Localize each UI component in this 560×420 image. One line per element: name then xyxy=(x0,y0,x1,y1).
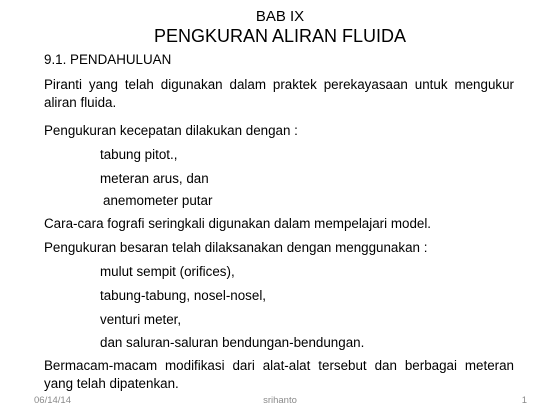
discharge-item: tabung-tabung, nosel-nosel, xyxy=(100,288,267,303)
discharge-intro: Pengukuran besaran telah dilaksanakan dengan menggunakan : xyxy=(44,240,428,255)
velocity-item: anemometer putar xyxy=(103,193,213,208)
velocity-item: meteran arus, dan xyxy=(100,171,209,186)
discharge-item: mulut sempit (orifices), xyxy=(100,264,235,279)
closing-paragraph: Bermacam-macam modifikasi dari alat-alat tersebut dan berbagai meteran yang telah dipatenkan. xyxy=(44,358,514,391)
page-number: 1 xyxy=(521,395,527,406)
discharge-item: dan saluran-saluran bendungan-bendungan. xyxy=(100,335,365,350)
footer-author: srihanto xyxy=(263,395,297,406)
velocity-intro: Pengukuran kecepatan dilakukan dengan : xyxy=(44,123,298,138)
slide-title: PENGKURAN ALIRAN FLUIDA xyxy=(153,26,407,46)
photography-paragraph: Cara-cara fografi seringkali digunakan dalam mempelajari model. xyxy=(44,216,432,231)
discharge-item: venturi meter, xyxy=(100,312,182,327)
chapter-label: BAB IX xyxy=(255,8,305,25)
intro-paragraph: Piranti yang telah digunakan dalam praktek perekayasaan untuk mengukur aliran fluida. xyxy=(44,77,514,110)
section-heading: 9.1. PENDAHULUAN xyxy=(44,52,172,67)
velocity-item: tabung pitot., xyxy=(100,147,178,162)
footer-date: 06/14/14 xyxy=(34,395,71,406)
